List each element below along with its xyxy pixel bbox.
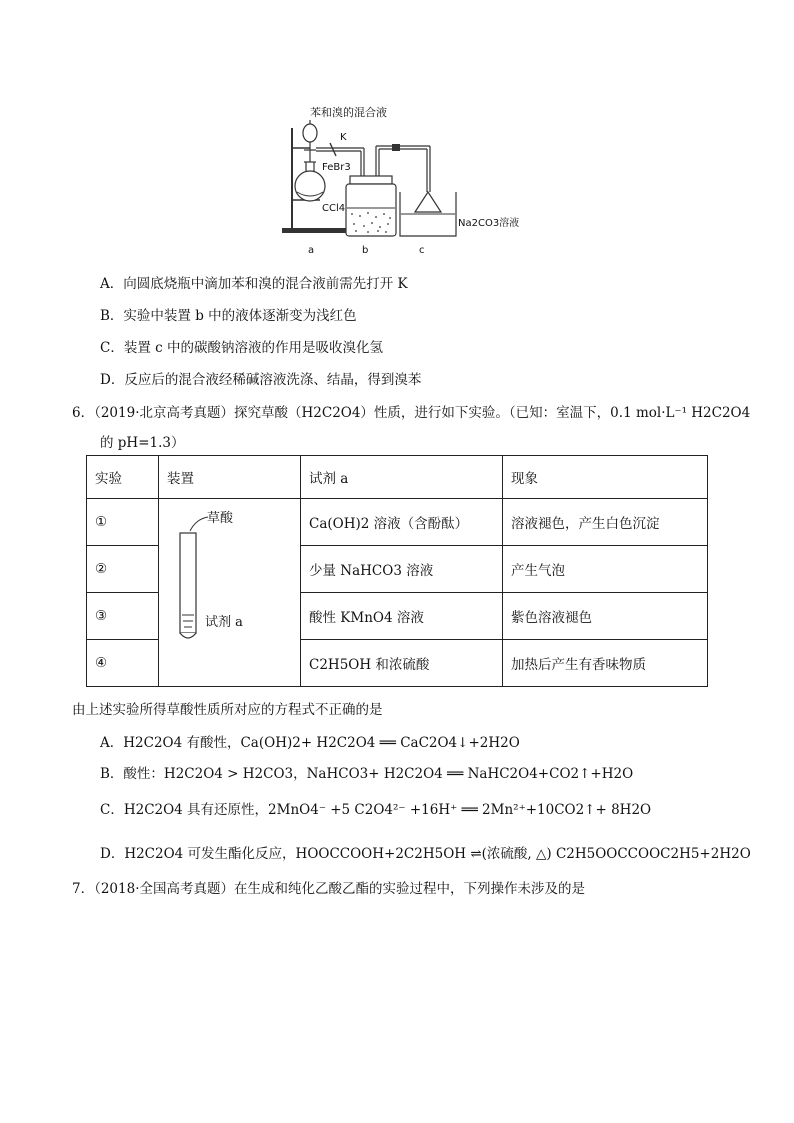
q6-number: 6． bbox=[72, 405, 95, 421]
q6-question-stem: 由上述实验所得草酸性质所对应的方程式不正确的是 bbox=[72, 702, 383, 718]
header-cell: 装置 bbox=[159, 456, 301, 499]
q6-stem-line1 bbox=[72, 401, 750, 421]
valve-k bbox=[330, 143, 336, 156]
header-cell: 试剂 a bbox=[301, 456, 503, 499]
q6-stem-line2: 的 pH=1.3） bbox=[100, 435, 185, 451]
q7-stem bbox=[72, 877, 585, 897]
row-number: ④ bbox=[87, 640, 159, 687]
label-na2co3: Na2CO3溶液 bbox=[458, 218, 520, 229]
label-c: c bbox=[419, 245, 425, 256]
table-row bbox=[87, 499, 708, 546]
table-header-row bbox=[87, 456, 708, 499]
reagent-cell: 酸性 KMnO4 溶液 bbox=[301, 593, 503, 640]
q6-option-a: A．H2C2O4 有酸性，Ca(OH)2+ H2C2O4 ══ CaC2O4↓+2H2O bbox=[100, 735, 520, 751]
q6-option-d: D．H2C2O4 可发生酯化反应，HOOCCOOH+2C2H5OH ⇌(浓硫酸, △) C2H5OOCCOOC2H5+2H2O bbox=[100, 846, 751, 862]
phenomenon-cell: 产生气泡 bbox=[503, 546, 708, 593]
phenomenon-cell: 紫色溶液褪色 bbox=[503, 593, 708, 640]
apparatus-figure bbox=[280, 100, 540, 262]
device-cell bbox=[159, 499, 301, 687]
phenomenon-cell: 溶液褪色，产生白色沉淀 bbox=[503, 499, 708, 546]
label-mixture: 苯和溴的混合液 bbox=[310, 106, 387, 119]
q7-number: 7． bbox=[72, 881, 95, 897]
reagent-cell: C2H5OH 和浓硫酸 bbox=[301, 640, 503, 687]
row-number: ③ bbox=[87, 593, 159, 640]
label-ccl4: CCl4 bbox=[322, 203, 346, 214]
dropping-funnel bbox=[303, 124, 317, 142]
device-label-oxalic: 草酸 bbox=[207, 511, 234, 526]
row-number: ② bbox=[87, 546, 159, 593]
q5-option-d: D．反应后的混合液经稀碱溶液洗涤、结晶，得到溴苯 bbox=[100, 372, 422, 388]
q6-text-1: 探究草酸（H2C2O4）性质，进行如下实验。（已知：室温下，0.1 mol·L⁻¹ H2C2O4 bbox=[234, 405, 751, 421]
header-cell: 实验 bbox=[87, 456, 159, 499]
q7-source: （2018·全国高考真题） bbox=[94, 881, 234, 897]
device-label-reagent: 试剂 a bbox=[205, 615, 243, 630]
q6-option-b: B．酸性：H2C2O4 > H2CO3，NaHCO3+ H2C2O4 ══ NaHC2O4+CO2↑+H2O bbox=[100, 766, 634, 782]
phenomenon-cell: 加热后产生有香味物质 bbox=[503, 640, 708, 687]
q6-source: （2019·北京高考真题） bbox=[94, 405, 234, 421]
label-febr3: FeBr3 bbox=[322, 162, 351, 173]
q7-text: 在生成和纯化乙酸乙酯的实验过程中，下列操作未涉及的是 bbox=[234, 881, 585, 897]
label-k: K bbox=[340, 132, 347, 143]
row-number: ① bbox=[87, 499, 159, 546]
q6-option-c: C．H2C2O4 具有还原性，2MnO4⁻ +5 C2O4²⁻ +16H⁺ ══ 2Mn²⁺+10CO2↑+ 8H2O bbox=[100, 802, 652, 818]
experiment-table bbox=[86, 455, 708, 687]
reagent-cell: 少量 NaHCO3 溶液 bbox=[301, 546, 503, 593]
test-tube-diagram bbox=[160, 503, 300, 683]
header-cell: 现象 bbox=[503, 456, 708, 499]
q5-option-c: C．装置 c 中的碳酸钠溶液的作用是吸收溴化氢 bbox=[100, 340, 383, 356]
label-a: a bbox=[308, 245, 315, 256]
label-b: b bbox=[362, 245, 369, 256]
q5-option-a: A．向圆底烧瓶中滴加苯和溴的混合液前需先打开 K bbox=[100, 276, 408, 292]
reagent-cell: Ca(OH)2 溶液（含酚酞） bbox=[301, 499, 503, 546]
q5-option-b: B．实验中装置 b 中的液体逐渐变为浅红色 bbox=[100, 308, 357, 324]
